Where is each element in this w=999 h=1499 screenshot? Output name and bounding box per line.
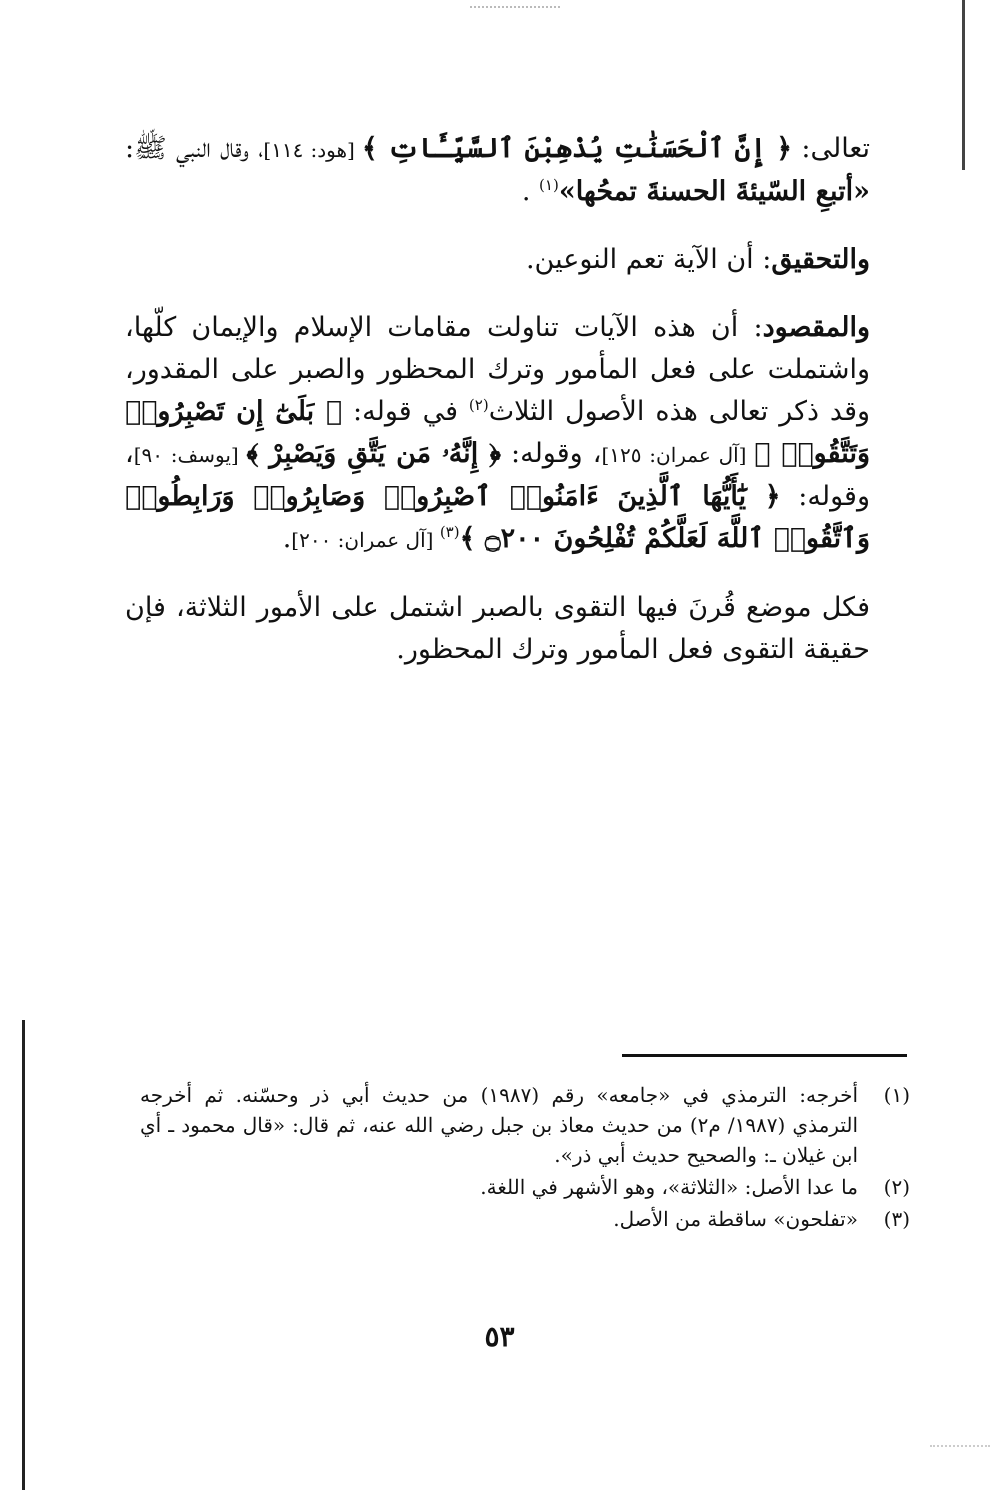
footnote-marker: (٣) — [439, 523, 460, 541]
text-run: ، وقوله: — [501, 438, 602, 469]
paragraph-verse-citation — [125, 128, 870, 213]
footnote — [140, 1080, 910, 1170]
lead-term: والمقصود — [762, 312, 870, 343]
scan-artifact-top — [470, 6, 560, 8]
footnote — [140, 1204, 910, 1234]
text-run: في قوله: — [342, 396, 469, 427]
text-run: ، وقوله: — [125, 438, 870, 512]
text-run: تعالى: — [792, 133, 870, 164]
footnote-text: أخرجه: الترمذي في «جامعه» رقم (١٩٨٧) من حديث أبي ذر وحسّنه. ثم أخرجه الترمذي (١٩٨٧/ م٢) من حديث معاذ بن جبل رضي الله عنه، ثم قال: «قال محمود ـ أي ابن غيلان ـ: والصحيح حديث أبي ذر». — [140, 1083, 859, 1167]
paragraph-tahqiq — [125, 239, 870, 281]
footnotes — [140, 1080, 910, 1236]
footnote-number: (٣) — [883, 1207, 910, 1231]
quran-verse: ﴿ إِنَّهُۥ مَن يَتَّقِ وَيَصْبِرْ ﴾ — [246, 438, 501, 469]
paragraph-conclusion — [125, 587, 870, 671]
quran-verse: ﴿ يَٰٓأَيُّهَا ٱلَّذِينَ ءَامَنُوا۟ ٱصْبِرُوا۟ وَصَابِرُوا۟ وَرَابِطُوا۟ وَٱتَّقُوا۟ ٱللَّهَ لَعَلَّكُمْ تُفْلِحُونَ ۝٢٠٠ ﴾ — [125, 481, 870, 554]
footnote-text: ما عدا الأصل: «الثلاثة»، وهو الأشهر في اللغة. — [480, 1175, 858, 1199]
footnote-number: (١) — [883, 1083, 910, 1107]
verse-reference: [آل عمران: ٢٠٠] — [291, 528, 440, 552]
footnote-text: «تفلحون» ساقطة من الأصل. — [613, 1207, 858, 1231]
scan-artifact-bottom-right — [930, 1445, 990, 1447]
scan-artifact-right — [962, 0, 965, 170]
footnote-separator — [622, 1054, 907, 1057]
text-run: . — [282, 523, 292, 554]
quran-verse: ﴿ إِنَّ ٱلْحَسَنَٰتِ يُذْهِبْنَ ٱلسَّيِّـَٔاتِ ﴾ — [361, 133, 793, 164]
text-run: : أن الآية تعم النوعين. — [525, 244, 772, 275]
paragraph-maqsud — [125, 307, 870, 561]
verse-reference: [آل عمران: ١٢٥] — [601, 443, 755, 467]
page-number: ٥٣ — [484, 1320, 515, 1353]
footnote-marker: (١) — [539, 176, 559, 194]
quran-verse: ﴿ بَلَىٰٓ إِن تَصْبِرُوا۟ وَتَتَّقُوا۟ ﴾ — [125, 396, 870, 469]
verse-reference: [هود: ١١٤] — [263, 138, 362, 162]
scan-artifact-left — [22, 1020, 25, 1490]
verse-reference: [يوسف: ٩٠] — [133, 443, 247, 467]
text-run: . — [521, 176, 540, 207]
hadith-quote: «أتبعِ السّيئةَ الحسنةَ تمحُها» — [558, 176, 870, 207]
main-text — [125, 128, 870, 697]
text-run: ، وقال النبي ﷺ: — [125, 133, 264, 164]
text-run: : أن هذه الآيات تناولت مقامات الإسلام والإيمان كلّها، واشتملت على فعل المأمور وترك المحظور والصبر على المقدور، وقد ذكر تعالى هذه الأصول الثلاث — [125, 312, 871, 427]
footnote-marker: (٢) — [468, 396, 489, 414]
footnote — [140, 1172, 910, 1202]
text-run: فكل موضع قُرنَ فيها التقوى بالصبر اشتمل على الأمور الثلاثة، فإن حقيقة التقوى فعل المأمور وترك المحظور. — [125, 592, 870, 665]
lead-term: والتحقيق — [771, 244, 870, 275]
footnote-number: (٢) — [883, 1175, 910, 1199]
